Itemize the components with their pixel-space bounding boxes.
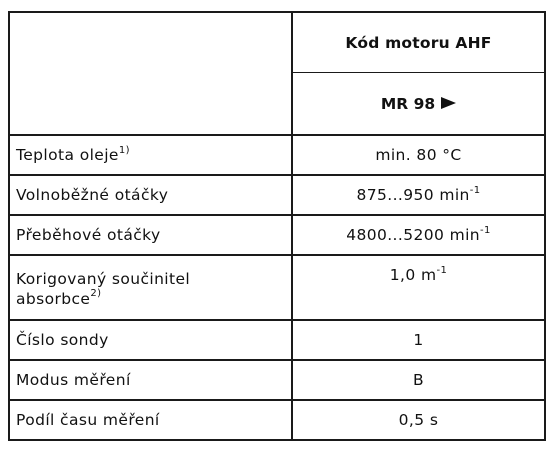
row-label: Přeběhové otáčky xyxy=(16,226,161,244)
row-value: min. 80 °C xyxy=(375,146,462,164)
row-label-cell xyxy=(9,255,292,320)
model-year-label: MR 98 xyxy=(380,94,436,113)
row-label-line1: Korigovaný součinitel xyxy=(16,269,191,288)
row-value-cell xyxy=(292,360,545,400)
table-row xyxy=(9,360,545,400)
row-value: B xyxy=(412,371,425,389)
row-value: 0,5 s xyxy=(398,411,439,429)
row-value-cell xyxy=(292,255,545,320)
row-value-cell xyxy=(292,175,545,215)
row-label-cell xyxy=(9,400,292,440)
table-row xyxy=(9,175,545,215)
row-value-cell xyxy=(292,215,545,255)
row-label-cell xyxy=(9,320,292,360)
table-row xyxy=(9,400,545,440)
row-label: Teplota oleje xyxy=(16,146,119,164)
table-row xyxy=(9,135,545,175)
footnote-ref: 2) xyxy=(90,288,102,300)
row-value-cell xyxy=(292,400,545,440)
unit-exponent: -1 xyxy=(480,224,491,236)
engine-spec-table xyxy=(8,11,546,441)
arrow-right-icon xyxy=(441,97,456,109)
row-label: Modus měření xyxy=(16,371,131,389)
row-label-line2: absorbce xyxy=(16,289,91,308)
engine-code-title: Kód motoru AHF xyxy=(345,33,492,52)
header-empty-cell xyxy=(9,12,292,135)
row-label-cell xyxy=(9,215,292,255)
row-label: Podíl času měření xyxy=(16,411,160,429)
engine-code-header xyxy=(292,12,545,73)
header-row-main xyxy=(9,12,545,73)
table-row xyxy=(9,320,545,360)
row-label-cell xyxy=(9,360,292,400)
row-label-cell xyxy=(9,175,292,215)
row-value: 4800...5200 min xyxy=(346,226,481,244)
unit-exponent: -1 xyxy=(469,184,481,196)
model-year-header xyxy=(292,73,545,136)
row-label-cell xyxy=(9,135,292,175)
row-value: 875...950 min xyxy=(356,186,470,204)
footnote-ref: 1) xyxy=(118,144,130,156)
row-value: 1 xyxy=(413,331,424,349)
row-value: 1,0 m xyxy=(389,266,437,284)
row-value-cell xyxy=(292,135,545,175)
table-row xyxy=(9,215,545,255)
row-value-cell xyxy=(292,320,545,360)
row-label: Číslo sondy xyxy=(16,331,109,349)
table-row xyxy=(9,255,545,320)
unit-exponent: -1 xyxy=(436,264,448,276)
row-label: Volnoběžné otáčky xyxy=(16,186,169,204)
